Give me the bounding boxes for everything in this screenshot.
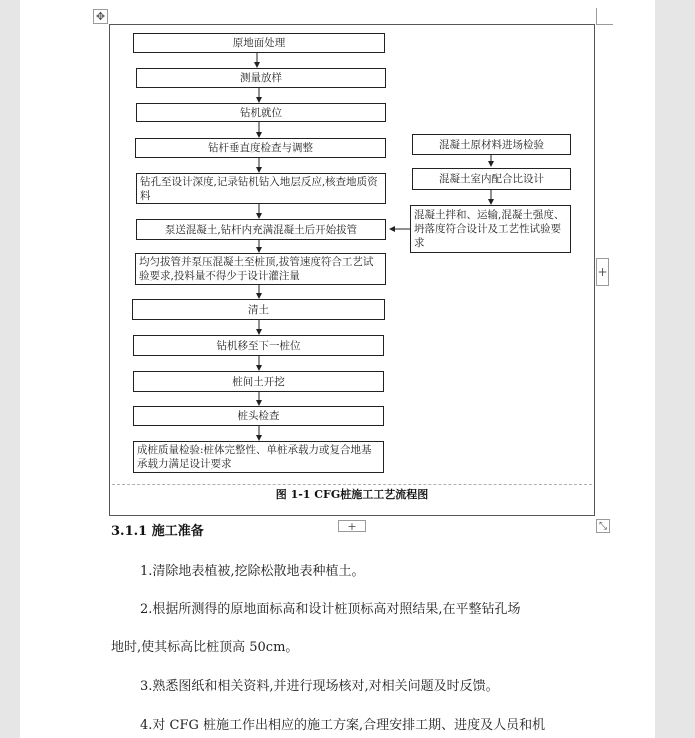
section-heading: 3.1.1 施工准备 bbox=[111, 524, 204, 539]
paragraph-2: 2.根据所测得的原地面标高和设计桩顶标高对照结果,在平整钻孔场 bbox=[140, 602, 521, 617]
side-step-2: 混凝土室内配合比设计 bbox=[412, 168, 571, 190]
add-column-handle-icon[interactable]: + bbox=[596, 258, 609, 286]
table-resize-handle-icon[interactable]: ⤡ bbox=[596, 519, 610, 533]
figure-caption: 图 1-1 CFG桩施工工艺流程图 bbox=[275, 488, 429, 501]
flow-step-12: 成桩质量检验:桩体完整性、单桩承载力或复合地基承载力满足设计要求 bbox=[133, 441, 384, 473]
flow-step-11: 桩头检查 bbox=[133, 406, 384, 426]
flow-step-9: 钻机移至下一桩位 bbox=[133, 335, 384, 356]
flow-step-7: 均匀拔管并泵压混凝土至桩顶,拔管速度符合工艺试验要求,投料量不得少于设计灌注量 bbox=[135, 253, 386, 285]
side-step-1: 混凝土原材料进场检验 bbox=[412, 134, 571, 155]
paragraph-2-cont: 地时,使其标高比桩顶高 50cm。 bbox=[111, 640, 299, 655]
flow-step-10: 桩间土开挖 bbox=[133, 371, 384, 392]
flow-step-8: 清土 bbox=[132, 299, 385, 320]
flow-step-6: 泵送混凝土,钻杆内充满混凝土后开始拔管 bbox=[136, 219, 386, 240]
side-step-3: 混凝土拌和、运输,混凝土强度、坍落度符合设计及工艺性试验要求 bbox=[410, 205, 571, 253]
flow-step-1: 原地面处理 bbox=[133, 33, 385, 53]
paragraph-3: 3.熟悉图纸和相关资料,并进行现场核对,对相关问题及时反馈。 bbox=[140, 679, 499, 694]
flow-step-5: 钻孔至设计深度,记录钻机钻入地层反应,核查地质资料 bbox=[136, 173, 386, 204]
paragraph-1: 1.清除地表植被,挖除松散地表种植土。 bbox=[140, 564, 365, 579]
flow-step-2: 测量放样 bbox=[136, 68, 386, 88]
add-row-handle-icon[interactable]: + bbox=[338, 520, 366, 532]
flow-step-3: 钻机就位 bbox=[136, 103, 386, 122]
flow-step-4: 钻杆垂直度检查与调整 bbox=[135, 138, 386, 158]
paragraph-4: 4.对 CFG 桩施工作出相应的施工方案,合理安排工期、进度及人员和机 bbox=[140, 718, 546, 733]
table-move-handle-icon[interactable]: ✥ bbox=[93, 9, 108, 24]
